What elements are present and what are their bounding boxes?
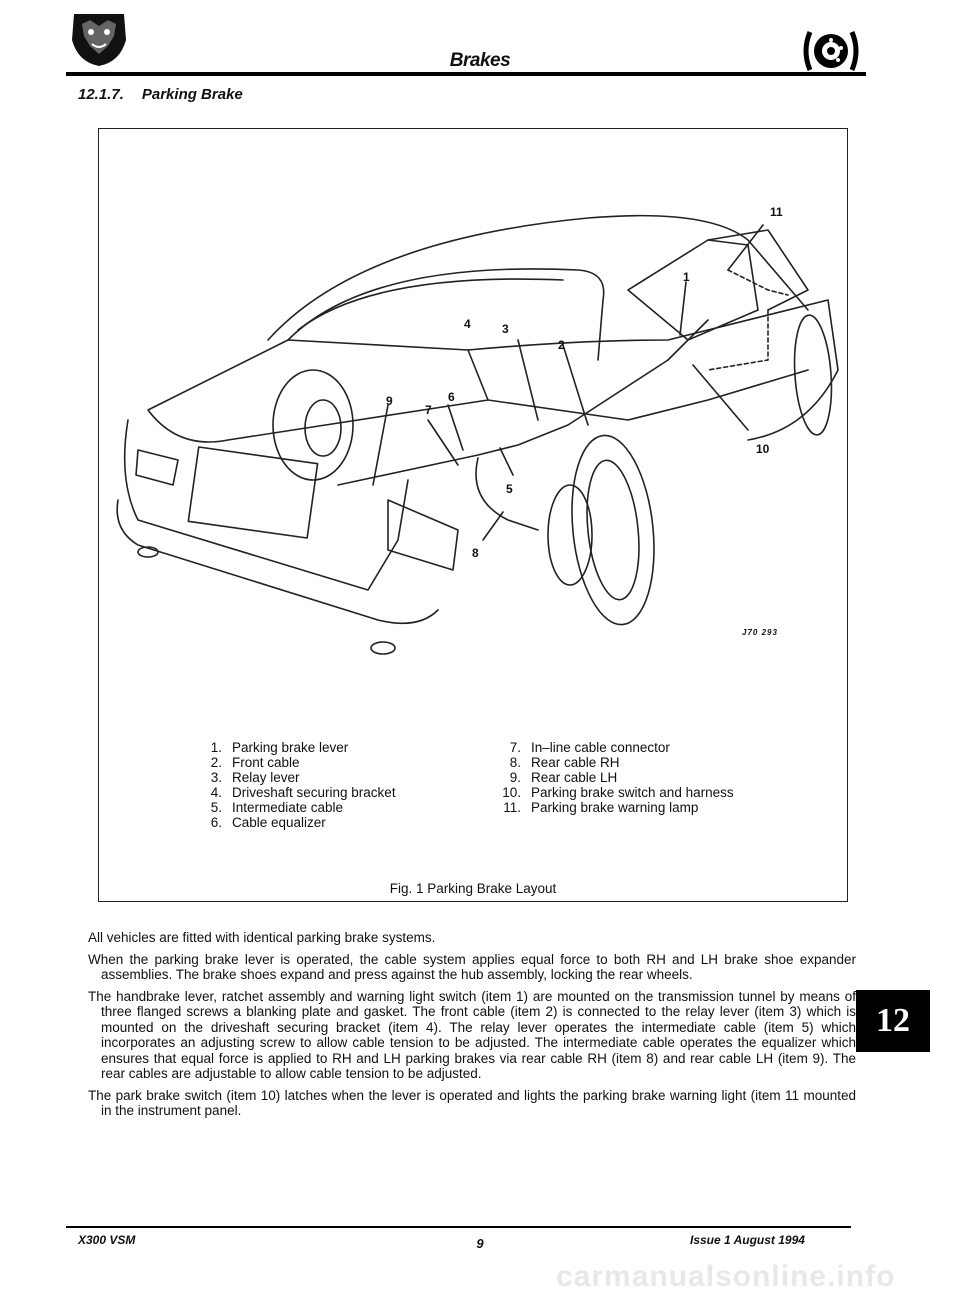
illustration-reference: J70 293 — [742, 628, 778, 637]
legend-item: 7. In–line cable connector — [509, 740, 670, 755]
legend-item: 4. Driveshaft securing bracket — [210, 785, 396, 800]
callout-4: 4 — [464, 317, 471, 331]
callout-1: 1 — [683, 270, 690, 284]
body-text — [88, 930, 856, 1125]
callout-8: 8 — [472, 546, 479, 560]
legend-item: 9. Rear cable LH — [509, 770, 618, 785]
callout-6: 6 — [448, 390, 455, 404]
legend-item: 6. Cable equalizer — [210, 815, 326, 830]
legend-item: 3. Relay lever — [210, 770, 300, 785]
callout-11: 11 — [770, 205, 783, 219]
legend-item: 1. Parking brake lever — [210, 740, 349, 755]
paragraph: The park brake switch (item 10) latches when the lever is operated and lights the parking brake warning light (item 11 mounted in the instrument panel. — [88, 1087, 856, 1118]
legend-item: 8. Rear cable RH — [509, 755, 620, 770]
callout-2: 2 — [558, 338, 565, 352]
legend-item: 11. Parking brake warning lamp — [503, 800, 699, 815]
legend-left — [200, 740, 396, 830]
page-title: Brakes — [449, 50, 511, 71]
brake-disc-icon — [800, 28, 862, 74]
legend-right — [499, 740, 734, 815]
watermark: carmanualsonline.info — [556, 1260, 896, 1293]
footer-divider — [66, 1226, 851, 1228]
callout-7: 7 — [425, 403, 432, 417]
legend-item: 5. Intermediate cable — [210, 800, 344, 815]
legend-item: 10. Parking brake switch and harness — [502, 785, 734, 800]
footer-issue: Issue 1 August 1994 — [690, 1233, 805, 1247]
header-divider — [66, 72, 866, 76]
callout-3: 3 — [502, 322, 509, 336]
section-heading — [78, 86, 243, 103]
paragraph: When the parking brake lever is operated, the cable system applies equal force to both RH and LH brake shoe expander assemblies. The brake shoes expand and press against the hub assembly, locking the rear wheels. — [88, 951, 856, 982]
callout-5: 5 — [506, 482, 513, 496]
legend-item: 2. Front cable — [210, 755, 300, 770]
callout-9: 9 — [386, 394, 393, 408]
chapter-tab: 12 — [856, 990, 930, 1052]
section-number: 12.1.7. — [78, 86, 124, 103]
figure-caption: Fig. 1 Parking Brake Layout — [389, 881, 557, 896]
section-title: Parking Brake — [141, 86, 243, 103]
callout-10: 10 — [756, 442, 770, 456]
footer-manual-code: X300 VSM — [78, 1233, 136, 1247]
paragraph: The handbrake lever, ratchet assembly and warning light switch (item 1) are mounted on the transmission tunnel by means of three flanged screws a blanking plate and gasket. The front cable (item 2) is connected to the relay lever (item 3) which is mounted on the driveshaft securing bracket (item 4). The relay lever operates the intermediate cable (item 5) which incorporates an adjusting screw to allow cable tension to be adjusted. The intermediate cable operates the equalizer which ensures that equal force is applied to RH and LH parking brakes via rear cable RH (item 8) and rear cable LH (item 9). The rear cables are adjustable to allow cable tension to be adjusted. — [88, 988, 856, 1081]
car-illustration — [108, 200, 843, 660]
page-number: 9 — [476, 1236, 484, 1251]
paragraph: All vehicles are fitted with identical parking brake systems. — [88, 930, 436, 945]
